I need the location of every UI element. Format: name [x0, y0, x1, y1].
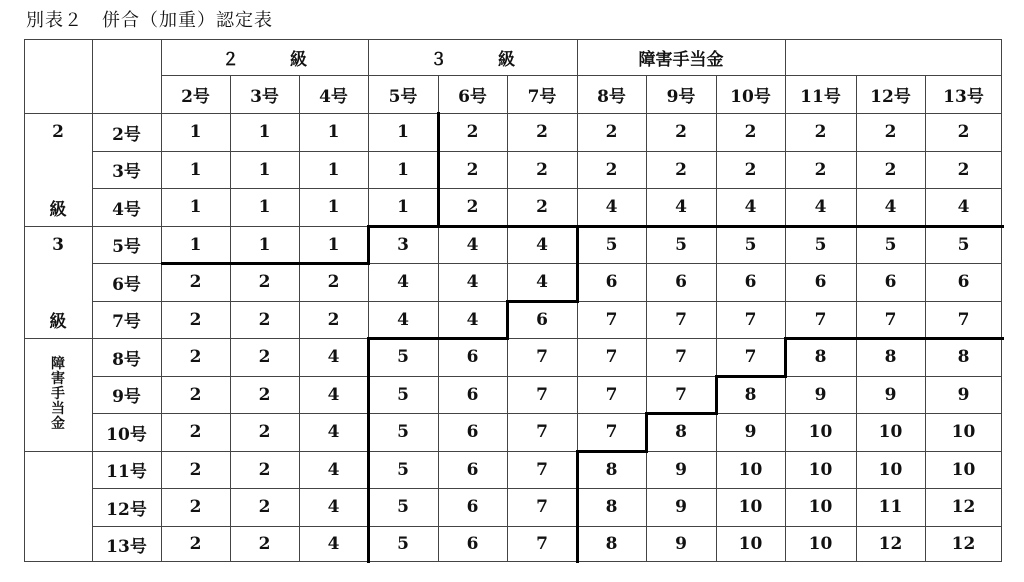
table-cell: 2	[744, 122, 757, 142]
table-cell: 2	[189, 272, 202, 292]
table-cell: 2	[189, 497, 202, 517]
table-cell: 8	[605, 497, 618, 517]
table-cell: 10	[878, 422, 903, 442]
row-header: 3号	[112, 162, 141, 182]
column-header: 13号	[943, 86, 984, 107]
column-header: 12号	[870, 86, 911, 107]
table-cell: 2	[957, 122, 970, 142]
table-cell: 4	[675, 197, 687, 217]
table-cell: 5	[397, 534, 409, 554]
table-cell: 2	[466, 159, 479, 180]
table-cell: 9	[675, 459, 687, 480]
table-cell: 6	[466, 422, 479, 442]
table-cell: 2	[675, 122, 687, 142]
row-group-label: 級	[49, 199, 67, 220]
table-cell: 7	[536, 422, 548, 442]
table-cell: 2	[466, 197, 479, 217]
row-group-label-vertical	[24, 338, 92, 451]
row-header: 9号	[112, 387, 141, 407]
table-cell: 6	[466, 384, 479, 405]
table-cell: 4	[327, 384, 340, 405]
table-cell: 12	[951, 497, 976, 517]
table-cell: 6	[814, 272, 827, 292]
table-cell: 6	[744, 272, 757, 292]
table-cell: 5	[814, 234, 827, 255]
table-cell: 10	[738, 534, 763, 554]
table-cell: 2	[957, 159, 970, 180]
row-header: 8号	[112, 349, 141, 370]
table-cell: 1	[189, 234, 202, 255]
table-cell: 4	[327, 534, 340, 554]
table-cell: 5	[397, 459, 409, 480]
table-cell: 7	[605, 347, 618, 367]
table-cell: 4	[397, 272, 409, 292]
column-header: 6号	[458, 86, 487, 107]
table-cell: 2	[327, 309, 340, 330]
table-cell: 5	[884, 234, 897, 255]
table-cell: 4	[605, 197, 618, 217]
table-cell: 7	[675, 384, 687, 405]
table-cell: 10	[878, 459, 903, 480]
table-cell: 7	[536, 497, 548, 517]
table-cell: 2	[258, 534, 271, 554]
table-cell: 2	[189, 347, 202, 367]
table-cell: 6	[884, 272, 897, 292]
row-header: 5号	[112, 237, 141, 257]
table-cell: 6	[466, 347, 479, 367]
table-cell: 2	[258, 272, 271, 292]
table-cell: 1	[258, 234, 271, 255]
column-header: 4号	[319, 86, 348, 107]
table-cell: 2	[258, 347, 271, 367]
table-cell: 8	[605, 459, 618, 480]
table-cell: 5	[744, 234, 757, 255]
table-cell: 4	[814, 197, 827, 217]
table-cell: 6	[675, 272, 687, 292]
table-cell: 7	[536, 459, 548, 480]
table-cell: 2	[189, 459, 202, 480]
table-cell: 6	[957, 272, 970, 292]
row-group-char: 金	[51, 416, 65, 432]
table-cell: 7	[675, 309, 687, 330]
table-cell: 2	[189, 384, 202, 405]
table-cell: 8	[884, 347, 897, 367]
table-cell: 2	[258, 384, 271, 405]
table-cell: 1	[258, 197, 271, 217]
table-cell: 8	[605, 534, 618, 554]
table-cell: 5	[957, 234, 970, 255]
column-header: 8号	[597, 86, 626, 107]
table-cell: 7	[884, 309, 897, 330]
table-cell: 6	[605, 272, 618, 292]
table-cell: 4	[884, 197, 897, 217]
table-cell: 11	[878, 497, 903, 517]
table-cell: 4	[466, 234, 479, 255]
table-cell: 5	[605, 234, 618, 255]
table-cell: 7	[814, 309, 827, 330]
group-header-g5	[785, 39, 1002, 75]
table-cell: 2	[258, 459, 271, 480]
table-cell: 7	[536, 384, 548, 405]
table-title: 別表２ 併合（加重）認定表	[26, 10, 273, 31]
table-cell: 10	[951, 459, 976, 480]
table-cell: 9	[814, 384, 827, 405]
table-cell: 7	[605, 384, 618, 405]
table-cell: 2	[814, 159, 827, 180]
table-cell: 5	[397, 497, 409, 517]
table-cell: 4	[327, 347, 340, 367]
table-cell: 1	[327, 122, 340, 142]
row-header: 4号	[112, 199, 141, 220]
table-cell: 4	[466, 272, 479, 292]
table-cell: 9	[675, 534, 687, 554]
table-cell: 10	[808, 497, 833, 517]
row-header: 10号	[106, 424, 147, 445]
table-cell: 2	[605, 159, 618, 180]
column-header: 3号	[250, 86, 279, 107]
table-cell: 7	[605, 422, 618, 442]
table-cell: 2	[884, 122, 897, 142]
table-cell: 1	[327, 159, 340, 180]
table-cell: 2	[258, 422, 271, 442]
table-cell: 6	[536, 309, 548, 330]
row-header: 13号	[106, 536, 147, 557]
table-cell: 2	[605, 122, 618, 142]
column-header: 9号	[666, 86, 696, 107]
row-header: 6号	[112, 274, 141, 295]
table-cell: 9	[884, 384, 897, 405]
table-cell: 10	[738, 497, 763, 517]
table-cell: 8	[744, 384, 757, 405]
table-cell: 2	[189, 309, 202, 330]
table-cell: 4	[327, 497, 340, 517]
table-cell: 1	[258, 122, 271, 142]
row-group-label: 2	[52, 122, 64, 142]
row-header: 7号	[112, 312, 141, 332]
table-cell: 2	[675, 159, 687, 180]
table-cell: 1	[327, 197, 340, 217]
table-cell: 4	[327, 459, 340, 480]
table-cell: 12	[951, 534, 976, 554]
table-cell: 4	[397, 309, 409, 330]
table-cell: 1	[397, 197, 409, 217]
row-header: 12号	[106, 499, 147, 520]
table-cell: 9	[675, 497, 687, 517]
row-header: 2号	[112, 124, 141, 145]
table-cell: 2	[536, 159, 548, 180]
table-cell: 10	[808, 534, 833, 554]
table-cell: 7	[675, 347, 687, 367]
table-cell: 1	[397, 122, 409, 142]
table-cell: 2	[466, 122, 479, 142]
row-group-char: 手	[51, 386, 65, 402]
table-cell: 2	[744, 159, 757, 180]
column-header: 10号	[730, 86, 771, 107]
table-cell: 10	[808, 459, 833, 480]
table-cell: 10	[808, 422, 833, 442]
table-cell: 12	[878, 534, 903, 554]
table-cell: 1	[189, 197, 202, 217]
table-cell: 6	[466, 534, 479, 554]
table-cell: 1	[258, 159, 271, 180]
table-cell: 1	[327, 234, 340, 255]
table-cell: 5	[397, 384, 409, 405]
table-cell: 5	[675, 234, 687, 255]
combined-rating-table	[24, 39, 1002, 562]
table-cell: 7	[957, 309, 970, 330]
table-cell: 2	[258, 309, 271, 330]
table-cell: 9	[957, 384, 970, 405]
row-group-label: 級	[49, 312, 67, 332]
table-cell: 1	[189, 159, 202, 180]
table-cell: 7	[744, 309, 757, 330]
table-cell: 8	[814, 347, 827, 367]
table-cell: 5	[397, 422, 409, 442]
table-cell: 2	[884, 159, 897, 180]
table-cell: 4	[327, 422, 340, 442]
table-cell: 7	[744, 347, 757, 367]
table-cell: 4	[466, 309, 479, 330]
table-cell: 5	[397, 347, 409, 367]
table-cell: 7	[536, 347, 548, 367]
row-group-char: 障	[51, 356, 65, 372]
table-cell: 6	[466, 497, 479, 517]
table-cell: 4	[536, 234, 548, 255]
table-cell: 2	[814, 122, 827, 142]
table-cell: 2	[536, 197, 548, 217]
table-cell: 1	[189, 122, 202, 142]
table-cell: 3	[397, 234, 409, 255]
row-header: 11号	[106, 462, 147, 482]
table-cell: 4	[957, 197, 970, 217]
row-group-char: 当	[51, 401, 65, 417]
table-cell: 1	[397, 159, 409, 180]
row-group-label: 3	[52, 234, 64, 255]
group-header-g2: ２ 級	[222, 49, 307, 70]
table-cell: 10	[951, 422, 976, 442]
table-cell: 4	[536, 272, 548, 292]
table-cell: 7	[536, 534, 548, 554]
table-cell: 2	[189, 422, 202, 442]
table-cell: 9	[744, 422, 757, 442]
table-cell: 2	[327, 272, 340, 292]
table-cell: 4	[744, 197, 757, 217]
table-cell: 2	[536, 122, 548, 142]
table-cell: 2	[258, 497, 271, 517]
row-group-char: 害	[51, 371, 65, 387]
group-header-g3: ３ 級	[430, 49, 515, 70]
column-header: 5号	[388, 86, 418, 107]
table-cell: 8	[957, 347, 970, 367]
table-cell: 6	[466, 459, 479, 480]
group-header-g4: 障害手当金	[638, 49, 724, 70]
table-cell: 10	[738, 459, 763, 480]
column-header: 11号	[800, 86, 841, 107]
table-cell: 8	[675, 422, 687, 442]
column-header: 7号	[527, 86, 557, 107]
column-header: 2号	[181, 86, 210, 107]
table-cell: 2	[189, 534, 202, 554]
table-cell: 7	[605, 309, 618, 330]
